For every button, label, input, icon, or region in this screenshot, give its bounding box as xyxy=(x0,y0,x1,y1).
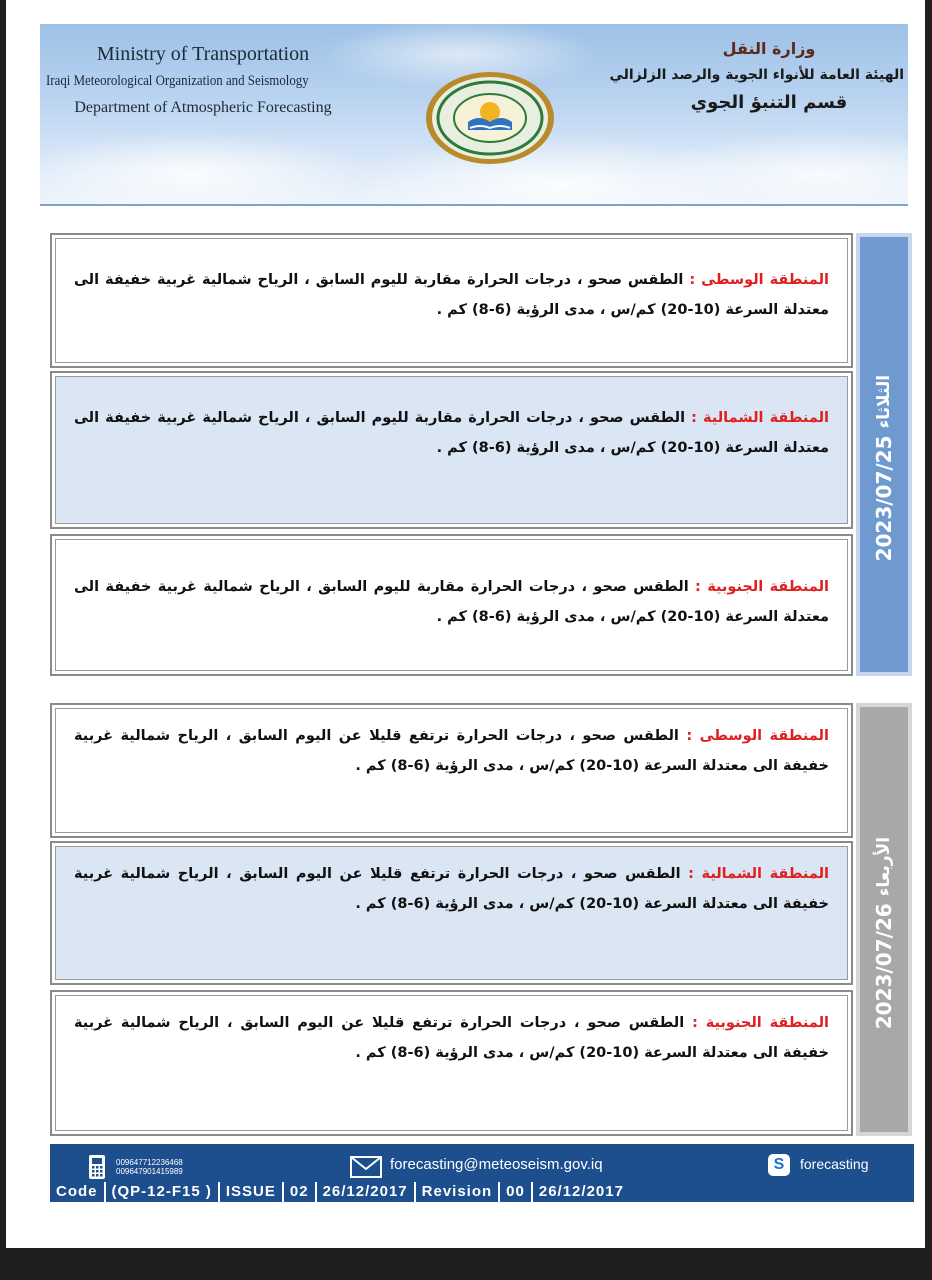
document-code-row xyxy=(50,1182,914,1202)
phone-number-2: 009647901415989 xyxy=(116,1167,183,1176)
email-address[interactable]: forecasting@meteoseism.gov.iq xyxy=(390,1156,603,1173)
region-forecast: الطقس صحو ، درجات الحرارة مقاربة لليوم السابق ، الرياح شمالية غربية خفيفة الى معتدلة السرعة (10-20) كم/س ، مدى الرؤية (6-8) كم . xyxy=(74,579,829,625)
code-cell: 26/12/2017 xyxy=(531,1182,630,1202)
region-forecast: الطقس صحو ، درجات الحرارة ترتفع قليلا عن اليوم السابق ، الرياح شمالية غربية خفيفة الى معتدلة السرعة (10-20) كم/س ، مدى الرؤية (6-8) كم . xyxy=(74,866,829,912)
code-cell: 02 xyxy=(282,1182,315,1202)
date-text: 2023/07/26 xyxy=(872,903,896,1030)
code-cell: 26/12/2017 xyxy=(315,1182,414,1202)
ministry-name-ar: وزارة النقل xyxy=(722,39,816,58)
date-text: 2023/07/25 xyxy=(872,435,896,562)
forecast-text xyxy=(55,539,848,671)
region-forecast: الطقس صحو ، درجات الحرارة ترتفع قليلا عن اليوم السابق ، الرياح شمالية غربية خفيفة الى معتدلة السرعة (10-20) كم/س ، مدى الرؤية (6-8) كم . xyxy=(74,1015,829,1061)
ministry-name-en: Ministry of Transportation xyxy=(96,43,310,65)
header-banner xyxy=(40,24,908,206)
organization-name-ar: الهيئة العامة للأنواء الجوية والرصد الزلزالي xyxy=(609,67,904,83)
code-cell: 00 xyxy=(498,1182,531,1202)
region-label: المنطقة الوسطى : xyxy=(689,272,829,288)
region-label: المنطقة الشمالية : xyxy=(688,866,829,882)
phone-icon xyxy=(84,1154,110,1180)
code-cell: Code xyxy=(56,1183,98,1200)
organization-seal xyxy=(424,70,556,166)
forecast-text xyxy=(55,995,848,1131)
region-label: المنطقة الشمالية : xyxy=(691,410,829,426)
day1-southern-region xyxy=(50,534,853,676)
code-cell: Revision xyxy=(414,1182,499,1202)
code-cell: ISSUE xyxy=(218,1182,282,1202)
phone-numbers xyxy=(116,1158,183,1176)
envelope-icon xyxy=(350,1156,382,1178)
day1-date-label xyxy=(872,347,896,561)
skype-icon: S xyxy=(768,1154,790,1176)
forecast-page xyxy=(6,0,925,1248)
day2-southern-region xyxy=(50,990,853,1136)
footer-bar xyxy=(50,1144,914,1202)
day1-date-sidebar xyxy=(856,233,912,676)
skype-label: forecasting xyxy=(800,1156,869,1172)
region-forecast: الطقس صحو ، درجات الحرارة ترتفع قليلا عن اليوم السابق ، الرياح شمالية غربية خفيفة الى معتدلة السرعة (10-20) كم/س ، مدى الرؤية (6-8) كم . xyxy=(74,728,829,774)
day2-northern-region xyxy=(50,841,853,985)
day1-northern-region xyxy=(50,371,853,529)
day1-central-region xyxy=(50,233,853,368)
day2-date-label xyxy=(872,809,896,1029)
organization-name-en: Iraqi Meteorological Organization and Seismology xyxy=(46,73,309,89)
day-name-text: الثلاثاء xyxy=(874,375,894,429)
day2-central-region xyxy=(50,703,853,838)
department-name-ar: قسم التنبؤ الجوي xyxy=(690,92,848,113)
region-forecast: الطقس صحو ، درجات الحرارة مقاربة لليوم السابق ، الرياح شمالية غربية خفيفة الى معتدلة السرعة (10-20) كم/س ، مدى الرؤية (6-8) كم . xyxy=(74,410,829,456)
arabic-header xyxy=(609,36,904,118)
forecast-text xyxy=(55,238,848,363)
phone-number-1: 009647712236468 xyxy=(116,1158,183,1167)
region-forecast: الطقس صحو ، درجات الحرارة مقاربة لليوم السابق ، الرياح شمالية غربية خفيفة الى معتدلة السرعة (10-20) كم/س ، مدى الرؤية (6-8) كم . xyxy=(74,272,829,318)
forecast-text xyxy=(55,708,848,833)
region-label: المنطقة الجنوبية : xyxy=(692,1015,829,1031)
forecast-text xyxy=(55,846,848,980)
day-name-text: الأربعاء xyxy=(874,837,894,897)
region-label: المنطقة الجنوبية : xyxy=(695,579,829,595)
region-label: المنطقة الوسطى : xyxy=(686,728,829,744)
department-name-en: Department of Atmospheric Forecasting xyxy=(74,99,332,116)
forecast-text xyxy=(55,376,848,524)
code-cell: (QP-12-F15 ) xyxy=(104,1182,218,1202)
english-header xyxy=(46,40,348,122)
day2-date-sidebar xyxy=(856,703,912,1136)
